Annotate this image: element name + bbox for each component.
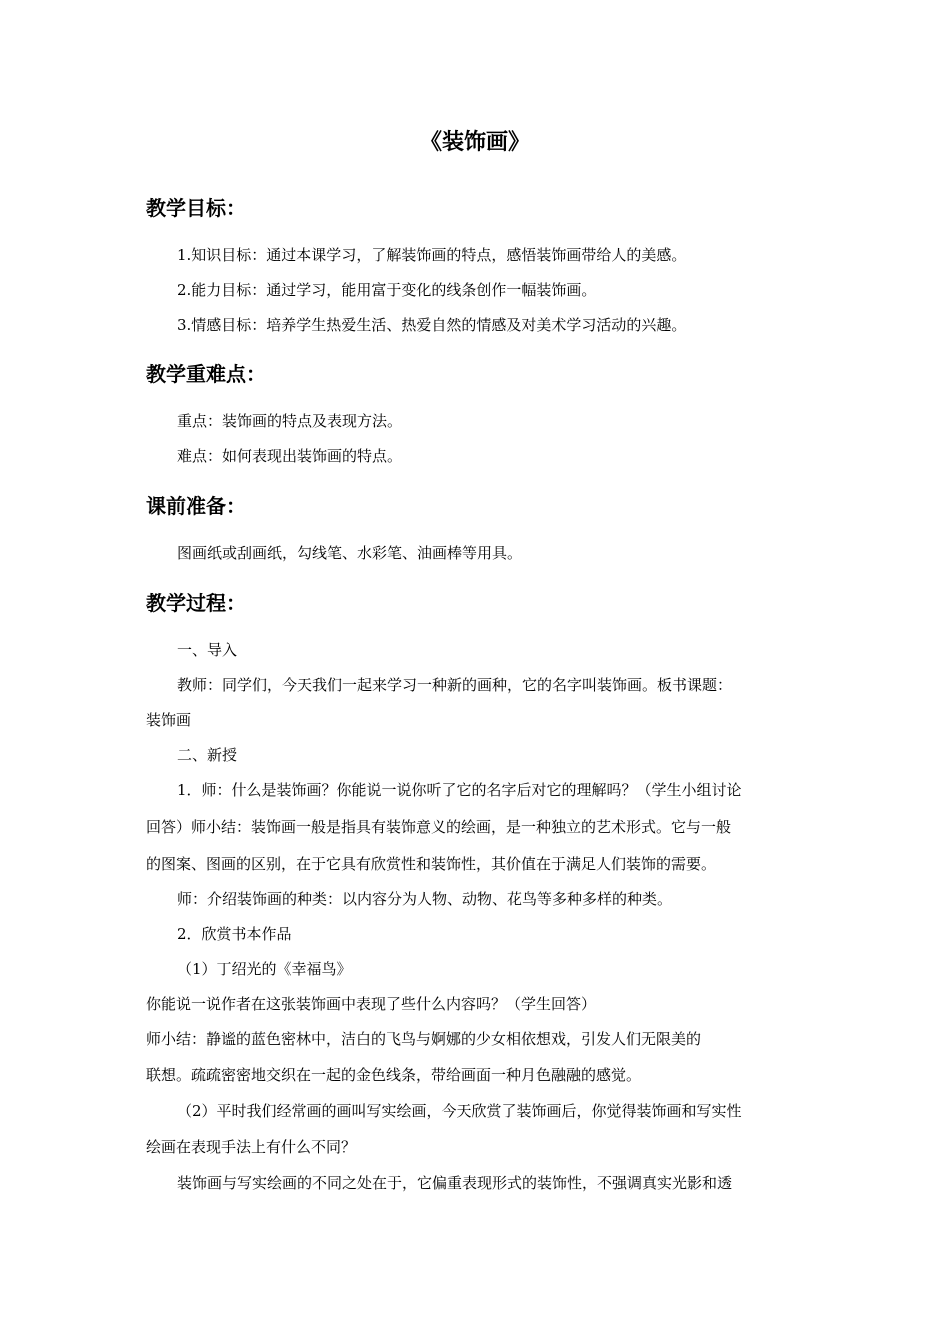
goal-item: 2.能力目标：通过学习，能用富于变化的线条创作一幅装饰画。	[177, 281, 597, 299]
process-line: 师：介绍装饰画的种类：以内容分为人物、动物、花鸟等多种多样的种类。	[177, 890, 673, 908]
section-heading-preparation: 课前准备：	[146, 494, 246, 518]
process-line: 一、导入	[177, 641, 238, 659]
process-line: 绘画在表现手法上有什么不同？	[146, 1138, 357, 1156]
process-line: 装饰画	[146, 711, 192, 729]
process-line: 二、新授	[177, 746, 238, 764]
process-line: 你能说一说作者在这张装饰画中表现了些什么内容吗？（学生回答）	[146, 995, 597, 1013]
section-heading-process: 教学过程：	[146, 591, 246, 615]
process-line: 1．师：什么是装饰画？你能说一说你听了它的名字后对它的理解吗？（学生小组讨论	[177, 781, 742, 799]
goal-item: 3.情感目标：培养学生热爱生活、热爱自然的情感及对美术学习活动的兴趣。	[177, 316, 687, 334]
section-heading-goals: 教学目标：	[146, 196, 246, 220]
process-line: （1）丁绍光的《幸福鸟》	[177, 960, 352, 978]
process-line: 教师：同学们，今天我们一起来学习一种新的画种，它的名字叫装饰画。板书课题：	[177, 676, 733, 694]
goal-item: 1.知识目标：通过本课学习，了解装饰画的特点，感悟装饰画带给人的美感。	[177, 246, 687, 264]
process-line: 2．欣赏书本作品	[177, 925, 292, 943]
key-point-item: 难点：如何表现出装饰画的特点。	[177, 447, 403, 465]
process-line: 的图案、图画的区别，在于它具有欣赏性和装饰性，其价值在于满足人们装饰的需要。	[146, 855, 717, 873]
key-point-item: 重点：装饰画的特点及表现方法。	[177, 412, 403, 430]
process-line: 回答）师小结：装饰画一般是指具有装饰意义的绘画，是一种独立的艺术形式。它与一般	[146, 818, 732, 836]
section-heading-key-points: 教学重难点：	[146, 362, 266, 386]
process-line: 装饰画与写实绘画的不同之处在于，它偏重表现形式的装饰性，不强调真实光影和透	[177, 1174, 733, 1192]
process-line: （2）平时我们经常画的画叫写实绘画，今天欣赏了装饰画后，你觉得装饰画和写实性	[177, 1102, 742, 1120]
preparation-item: 图画纸或刮画纸，勾线笔、水彩笔、油画棒等用具。	[177, 544, 523, 562]
document-title: 《装饰画》	[419, 130, 530, 155]
process-line: 联想。疏疏密密地交织在一起的金色线条，带给画面一种月色融融的感觉。	[146, 1066, 642, 1084]
process-line: 师小结：静谧的蓝色密林中，洁白的飞鸟与婀娜的少女相依想戏，引发人们无限美的	[146, 1030, 702, 1048]
